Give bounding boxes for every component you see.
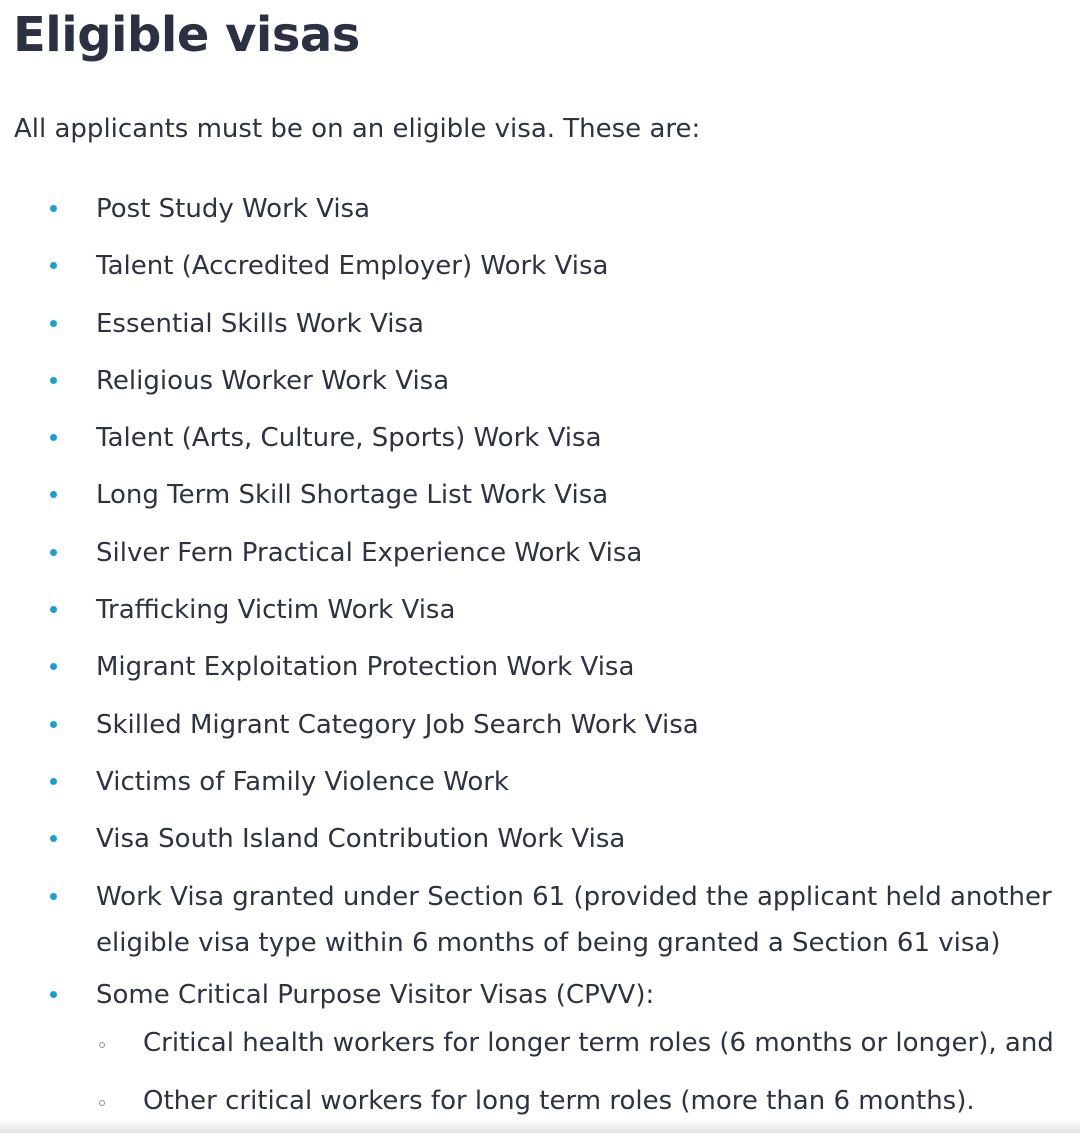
sub-list-item-health-workers: [96, 1025, 1080, 1061]
list-item-text: Trafficking Victim Work Visa: [96, 595, 456, 626]
sub-list-item-critical-workers: [96, 1083, 1080, 1119]
bullet-icon: [50, 262, 57, 269]
list-item-talent-accredited: [0, 248, 1080, 284]
bullet-icon: [50, 835, 57, 842]
list-item-family-violence: [0, 764, 1080, 800]
list-item-text: Religious Worker Work Visa: [96, 365, 450, 396]
list-item-talent-arts: [0, 420, 1080, 456]
list-item-post-study: [0, 191, 1080, 227]
list-item-south-island: [0, 821, 1080, 857]
list-item-long-term-skill: [0, 477, 1080, 513]
page-title: Eligible visas: [13, 7, 360, 63]
bullet-icon: [50, 434, 57, 441]
list-item-text: Work Visa granted under Section 61 (provided the applicant held another eligible visa type within 6 months of being granted a Section 61 visa): [96, 881, 1052, 958]
list-item-text: Talent (Accredited Employer) Work Visa: [96, 251, 609, 282]
list-item-silver-fern: [0, 535, 1080, 571]
bullet-icon: [50, 606, 57, 613]
bullet-icon: [50, 491, 57, 498]
list-item-migrant-exploitation: [0, 649, 1080, 685]
list-item-cpvv: [0, 977, 1080, 1119]
list-item-section-61: [0, 874, 1071, 966]
intro-text: All applicants must be on an eligible visa. These are:: [14, 114, 701, 144]
bullet-icon: [50, 893, 57, 900]
bullet-icon: [50, 205, 57, 212]
bullet-icon: [50, 549, 57, 556]
eligible-visa-list: [0, 191, 1080, 1141]
bullet-icon: [50, 721, 57, 728]
bullet-icon: [50, 377, 57, 384]
list-item-text: Silver Fern Practical Experience Work Visa: [96, 537, 643, 568]
list-item-text: Essential Skills Work Visa: [96, 308, 424, 339]
list-item-text: Talent (Arts, Culture, Sports) Work Visa: [96, 423, 602, 454]
list-item-text: Skilled Migrant Category Job Search Work Visa: [96, 709, 699, 740]
list-item-text: Long Term Skill Shortage List Work Visa: [96, 480, 609, 511]
bullet-icon: [50, 320, 57, 327]
circle-bullet-icon: [99, 1042, 105, 1048]
list-item-religious-worker: [0, 363, 1080, 399]
list-item-text: Post Study Work Visa: [96, 194, 371, 224]
circle-bullet-icon: [99, 1100, 105, 1106]
list-item-text: Migrant Exploitation Protection Work Visa: [96, 652, 635, 683]
cpvv-sub-list: [96, 1025, 1080, 1119]
bullet-icon: [50, 778, 57, 785]
list-item-essential-skills: [0, 306, 1080, 342]
list-item-text: Visa South Island Contribution Work Visa: [96, 824, 626, 855]
list-item-text: Some Critical Purpose Visitor Visas (CPVV):: [96, 979, 655, 1010]
bullet-icon: [50, 991, 57, 998]
list-item-text: Victims of Family Violence Work: [96, 766, 509, 797]
sub-list-item-text: Critical health workers for longer term roles (6 months or longer), and: [143, 1027, 1054, 1058]
sub-list-item-text: Other critical workers for long term roles (more than 6 months).: [143, 1085, 975, 1116]
list-item-trafficking-victim: [0, 592, 1080, 628]
list-item-skilled-migrant: [0, 707, 1080, 743]
bullet-icon: [50, 663, 57, 670]
